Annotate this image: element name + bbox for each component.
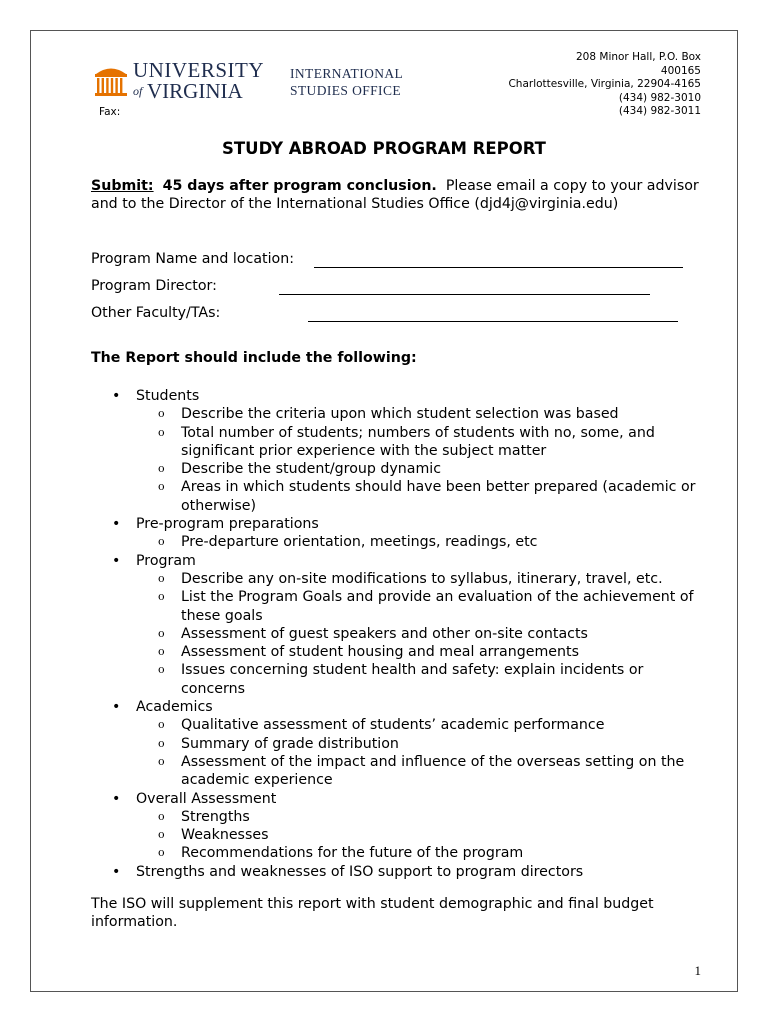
list-item-text: Describe the student/group dynamic xyxy=(181,461,442,478)
address-line: Charlottesville, Virginia, 22904-4165 xyxy=(508,78,701,91)
rotunda-icon xyxy=(93,61,129,97)
bullet: • xyxy=(112,516,121,533)
list-item xyxy=(136,424,711,461)
fax-label: Fax: xyxy=(99,106,121,118)
sub-bullet: o xyxy=(158,645,165,659)
section-pre-program xyxy=(91,515,711,552)
section-title: Students xyxy=(136,388,200,404)
university-wordmark xyxy=(133,59,264,101)
section-title: Overall Assessment xyxy=(136,790,277,807)
list-item xyxy=(136,753,711,790)
sub-bullet: o xyxy=(158,590,165,604)
list-item-text: Areas in which students should have been better prepared (academic or otherwise) xyxy=(181,479,696,514)
sub-bullet: o xyxy=(158,663,165,677)
sub-bullet: o xyxy=(158,462,165,476)
section-title: Program xyxy=(136,552,196,569)
list-item-text: Recommendations for the future of the program xyxy=(181,845,524,862)
page-number: 1 xyxy=(694,963,701,978)
sub-bullet: o xyxy=(158,626,165,640)
list-item xyxy=(136,808,711,826)
bullet: • xyxy=(112,699,121,716)
sub-bullet: o xyxy=(158,407,165,421)
list-item-text: Summary of grade distribution xyxy=(181,735,399,752)
section-title: Strengths and weaknesses of ISO support to program directors xyxy=(136,863,584,880)
list-item xyxy=(136,735,711,753)
list-item-text: Weaknesses xyxy=(181,827,269,844)
other-faculty-label: Other Faculty/TAs: xyxy=(91,305,221,321)
university-of: of xyxy=(133,84,143,98)
section-program xyxy=(91,552,711,698)
sub-bullet: o xyxy=(158,480,165,494)
sub-bullet: o xyxy=(158,828,165,842)
section-iso-support xyxy=(91,863,711,881)
office-line1: INTERNATIONAL xyxy=(290,66,404,81)
list-item-text: Qualitative assessment of students’ academic performance xyxy=(181,717,605,734)
sub-bullet: o xyxy=(158,846,165,860)
sub-list xyxy=(136,570,711,698)
list-item xyxy=(136,844,711,862)
list-item xyxy=(136,643,711,661)
program-director-label: Program Director: xyxy=(91,278,217,294)
office-wordmark xyxy=(290,65,403,99)
list-item xyxy=(136,405,711,423)
list-item-text: Total number of students; numbers of students with no, some, and significant prior experience with the subject matter xyxy=(181,424,655,459)
section-academics xyxy=(91,698,711,789)
university-line1: UNIVERSITY xyxy=(133,58,264,82)
program-director-field[interactable] xyxy=(279,294,650,295)
list-item-text: Assessment of guest speakers and other on-site contacts xyxy=(181,625,588,642)
university-line2: VIRGINIA xyxy=(147,79,243,103)
report-heading: The Report should include the following: xyxy=(91,350,417,366)
sub-bullet: o xyxy=(158,718,165,732)
list-item xyxy=(136,588,711,625)
sub-bullet: o xyxy=(158,571,165,585)
list-item-text: Describe the criteria upon which student selection was based xyxy=(181,406,619,423)
footer-note: The ISO will supplement this report with student demographic and final budget information. xyxy=(91,896,654,931)
address-line: 400165 xyxy=(660,64,701,77)
sub-bullet: o xyxy=(158,809,165,823)
list-item xyxy=(136,533,711,551)
office-line2: STUDIES OFFICE xyxy=(290,83,401,98)
address-line: 208 Minor Hall, P.O. Box xyxy=(576,51,701,63)
submit-deadline: 45 days after program conclusion. xyxy=(162,178,437,194)
sub-list xyxy=(136,405,711,515)
list-item-text: Describe any on-site modifications to syllabus, itinerary, travel, etc. xyxy=(181,570,663,587)
list-item-text: List the Program Goals and provide an evaluation of the achievement of these goals xyxy=(181,589,694,624)
sub-bullet: o xyxy=(158,535,165,549)
section-overall-assessment xyxy=(91,790,711,863)
fax-number-line: (434) 982-3011 xyxy=(618,105,701,118)
list-item xyxy=(136,478,711,515)
section-title: Pre-program preparations xyxy=(136,516,319,533)
list-item-text: Assessment of student housing and meal arrangements xyxy=(181,644,579,661)
sub-bullet: o xyxy=(158,425,165,439)
bullet: • xyxy=(112,552,121,569)
list-item xyxy=(136,570,711,588)
list-item xyxy=(136,460,711,478)
list-item xyxy=(136,826,711,844)
program-name-label: Program Name and location: xyxy=(91,251,295,267)
list-item-text: Issues concerning student health and safety: explain incidents or concerns xyxy=(181,662,644,697)
sub-list xyxy=(136,533,711,551)
sub-list xyxy=(136,808,711,863)
document-page xyxy=(30,30,738,992)
section-title: Academics xyxy=(136,699,213,716)
bullet: • xyxy=(112,790,121,807)
report-sections-list xyxy=(91,387,711,881)
program-name-field[interactable] xyxy=(314,267,683,268)
other-faculty-field[interactable] xyxy=(308,321,678,322)
list-item xyxy=(136,661,711,698)
phone-line: (434) 982-3010 xyxy=(618,91,701,104)
list-item xyxy=(136,625,711,643)
section-students xyxy=(91,387,711,515)
bullet: • xyxy=(112,863,121,880)
submit-instructions: Please email a copy to your advisor and to the Director of the International Studies Office (djd4j@virginia.edu) xyxy=(91,178,699,213)
list-item-text: Assessment of the impact and influence of the overseas setting on the academic experience xyxy=(181,753,685,789)
list-item xyxy=(136,716,711,734)
list-item-text: Strengths xyxy=(181,808,250,825)
sub-bullet: o xyxy=(158,736,165,750)
submit-label: Submit: xyxy=(91,178,154,194)
sub-bullet: o xyxy=(158,754,165,768)
sub-list xyxy=(136,716,711,789)
bullet: • xyxy=(112,388,121,404)
document-title: STUDY ABROAD PROGRAM REPORT xyxy=(222,139,546,158)
address-block xyxy=(508,51,701,119)
submit-paragraph xyxy=(91,177,701,214)
list-item-text: Pre-departure orientation, meetings, readings, etc xyxy=(181,534,538,551)
